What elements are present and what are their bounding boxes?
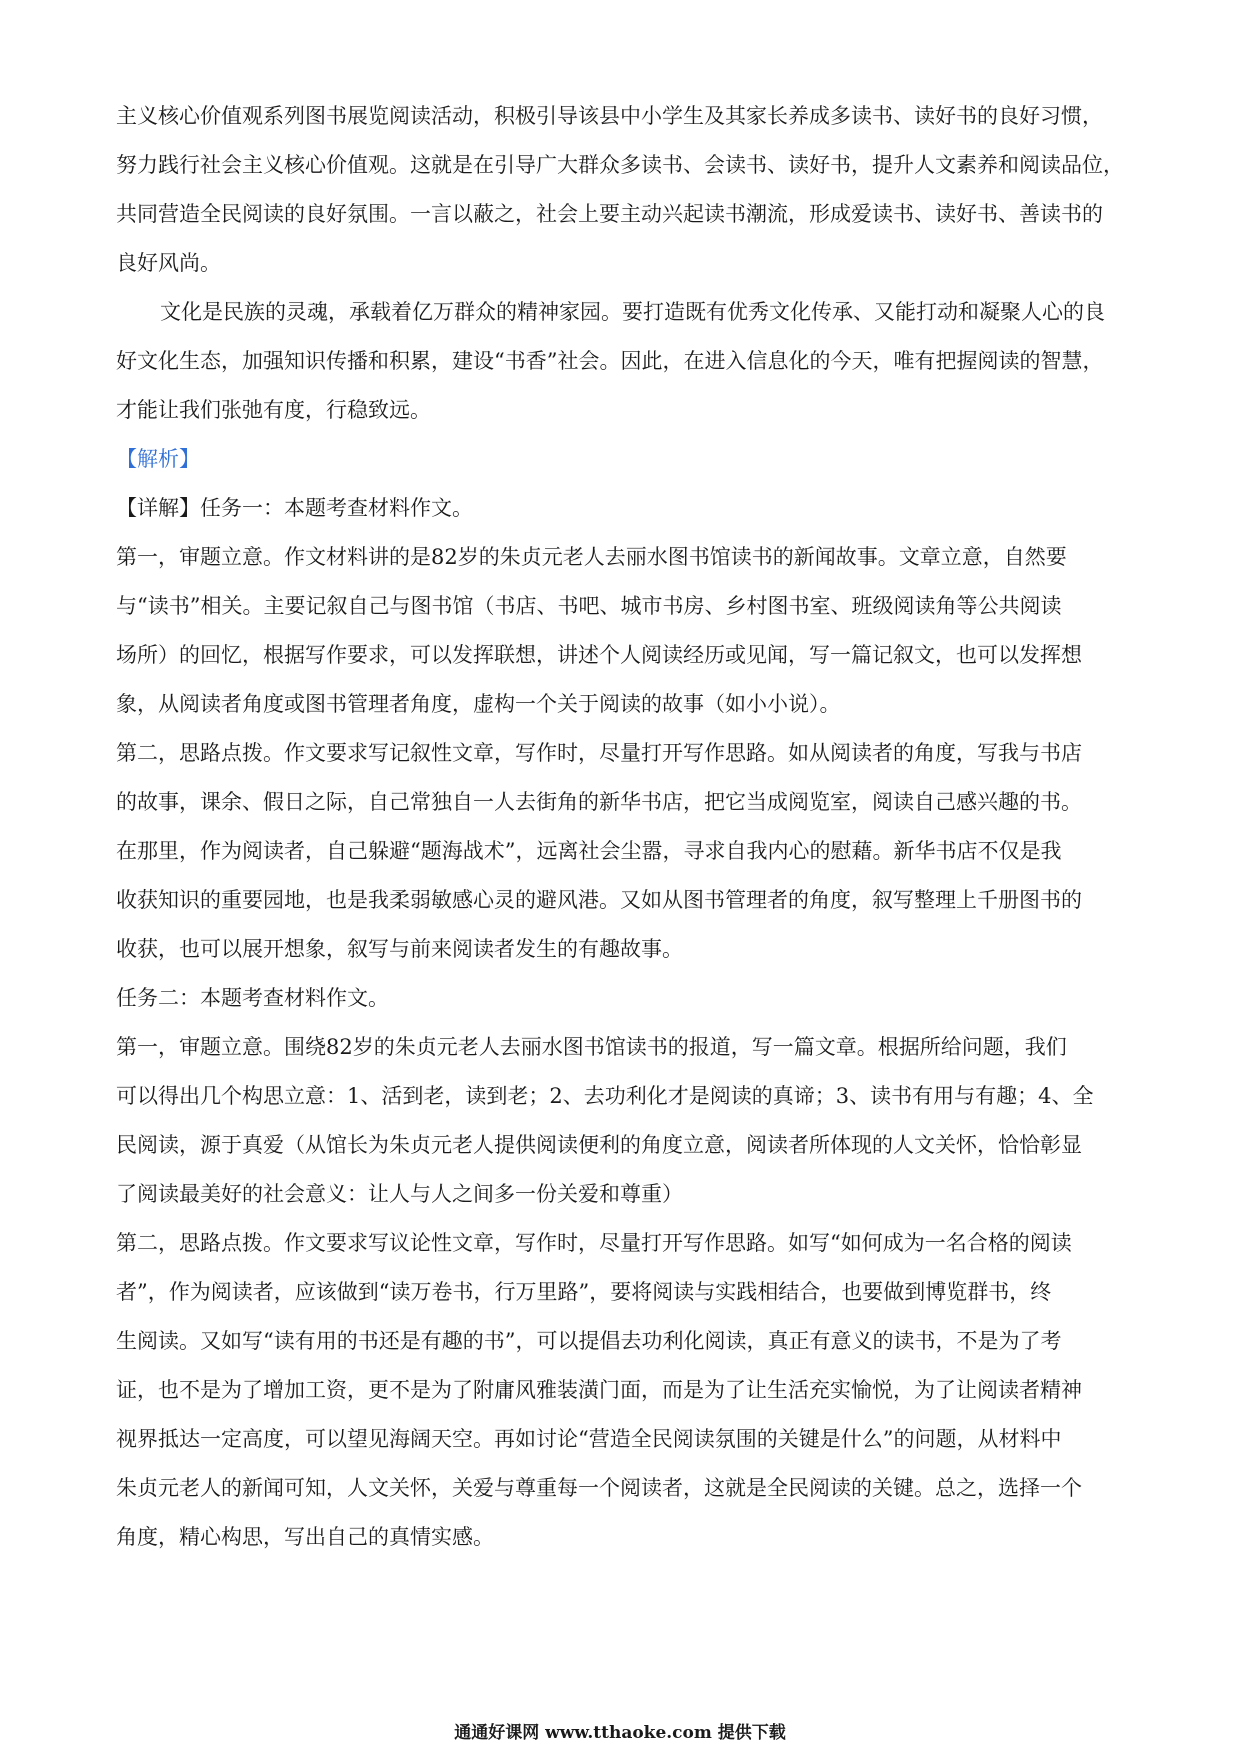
text-line: 文化是民族的灵魂，承载着亿万群众的精神家园。要打造既有优秀文化传承、又能打动和凝聚人心的良 [160,300,1105,324]
text-line: 在那里，作为阅读者，自己躲避“题海战术”，远离社会尘嚣，寻求自我内心的慰藉。新华书店不仅是我 [116,839,1062,863]
paragraph [116,484,1136,533]
page-footer: 通通好课网 www.tthaoke.com 提供下载 [454,1723,786,1743]
paragraph [116,288,1136,435]
paragraph [116,1023,1136,1219]
text-line: 民阅读，源于真爱（从馆长为朱贞元老人提供阅读便利的角度立意，阅读者所体现的人文关怀，恰恰彰显 [116,1133,1082,1157]
paragraph [116,1219,1136,1562]
text-line: 第二，思路点拨。作文要求写议论性文章，写作时，尽量打开写作思路。如写“如何成为一名合格的阅读 [116,1231,1072,1255]
paragraph [116,92,1136,288]
text-line: 努力践行社会主义核心价值观。这就是在引导广大群众多读书、会读书、读好书，提升人文素养和阅读品位， [116,153,1124,177]
text-line: 证，也不是为了增加工资，更不是为了附庸风雅装潢门面，而是为了让生活充实愉悦，为了让阅读者精神 [116,1378,1082,1402]
text-line: 【详解】任务一：本题考查材料作文。 [116,496,473,520]
section-heading-analysis [116,435,1136,484]
text-line: 收获知识的重要园地，也是我柔弱敏感心灵的避风港。又如从图书管理者的角度，叙写整理上千册图书的 [116,888,1082,912]
text-line: 角度，精心构思，写出自己的真情实感。 [116,1525,494,1549]
text-line: 任务二：本题考查材料作文。 [116,986,389,1010]
text-line: 可以得出几个构思立意：1、活到老，读到老；2、去功利化才是阅读的真谛；3、读书有用与有趣；4、全 [116,1084,1094,1108]
text-line: 的故事，课余、假日之际，自己常独自一人去街角的新华书店，把它当成阅览室，阅读自己感兴趣的书。 [116,790,1082,814]
text-line: 第一，审题立意。围绕82岁的朱贞元老人去丽水图书馆读书的报道，写一篇文章。根据所给问题，我们 [116,1035,1067,1059]
text-line: 好文化生态，加强知识传播和积累，建设“书香”社会。因此，在进入信息化的今天，唯有把握阅读的智慧， [116,349,1104,373]
text-line: 与“读书”相关。主要记叙自己与图书馆（书店、书吧、城市书房、乡村图书室、班级阅读角等公共阅读 [116,594,1062,618]
paragraph [116,729,1136,974]
text-line: 朱贞元老人的新闻可知，人文关怀，关爱与尊重每一个阅读者，这就是全民阅读的关键。总之，选择一个 [116,1476,1082,1500]
text-line: 了阅读最美好的社会意义：让人与人之间多一份关爱和尊重） [116,1182,683,1206]
text-line: 第一，审题立意。作文材料讲的是82岁的朱贞元老人去丽水图书馆读书的新闻故事。文章立意，自然要 [116,545,1067,569]
text-line: 第二，思路点拨。作文要求写记叙性文章，写作时，尽量打开写作思路。如从阅读者的角度，写我与书店 [116,741,1082,765]
document-body [116,92,1136,1562]
paragraph [116,533,1136,729]
document-content [116,92,1136,1562]
text-line: 才能让我们张弛有度，行稳致远。 [116,398,431,422]
text-line: 视界抵达一定高度，可以望见海阔天空。再如讨论“营造全民阅读氛围的关键是什么”的问题，从材料中 [116,1427,1062,1451]
text-line: 【解析】 [116,447,200,471]
text-line: 主义核心价值观系列图书展览阅读活动，积极引导该县中小学生及其家长养成多读书、读好书的良好习惯， [116,104,1103,128]
text-line: 良好风尚。 [116,251,221,275]
text-line: 共同营造全民阅读的良好氛围。一言以蔽之，社会上要主动兴起读书潮流，形成爱读书、读好书、善读书的 [116,202,1103,226]
text-line: 者”，作为阅读者，应该做到“读万卷书，行万里路”，要将阅读与实践相结合，也要做到博览群书，终 [116,1280,1052,1304]
text-line: 场所）的回忆，根据写作要求，可以发挥联想，讲述个人阅读经历或见闻，写一篇记叙文，也可以发挥想 [116,643,1082,667]
text-line: 象，从阅读者角度或图书管理者角度，虚构一个关于阅读的故事（如小小说）。 [116,692,841,716]
paragraph [116,974,1136,1023]
text-line: 生阅读。又如写“读有用的书还是有趣的书”，可以提倡去功利化阅读，真正有意义的读书，不是为了考 [116,1329,1062,1353]
text-line: 收获，也可以展开想象，叙写与前来阅读者发生的有趣故事。 [116,937,683,961]
